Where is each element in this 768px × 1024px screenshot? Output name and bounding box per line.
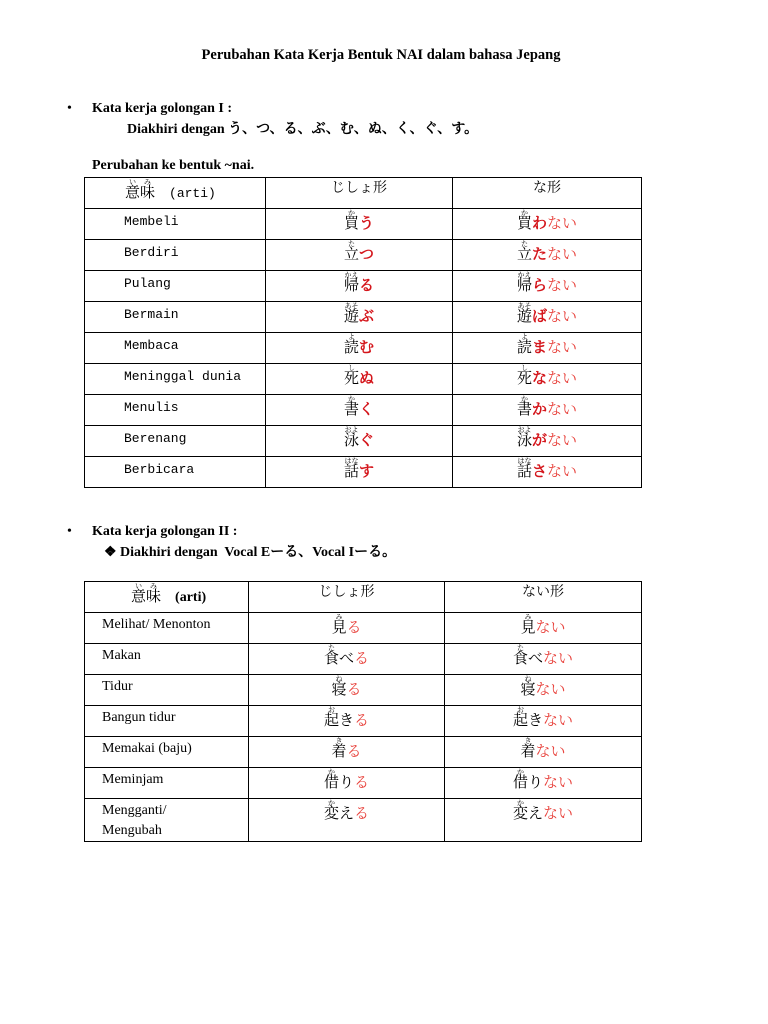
furigana: き <box>331 737 347 745</box>
furigana: かえ <box>343 271 359 279</box>
header-dictionary-form: じしょ形 <box>249 582 445 613</box>
nai-suffix: ない <box>535 620 566 636</box>
nai-form-cell <box>445 768 642 799</box>
nai-suffix: ない <box>543 775 574 791</box>
dictionary-ending: る <box>354 651 370 667</box>
dictionary-ending: つ <box>359 247 375 263</box>
verb-kanji: 書 <box>516 402 532 418</box>
table-row <box>85 209 642 240</box>
verb-kanji-with-furigana <box>343 302 359 325</box>
nai-changed-kana: ば <box>531 309 547 325</box>
verb-kanji: 変 <box>323 806 339 822</box>
dictionary-ending: る <box>346 620 362 636</box>
dictionary-form-cell <box>249 706 445 737</box>
meaning-cell: Meninggal dunia <box>85 364 266 395</box>
bullet-dot: • <box>67 524 72 539</box>
dictionary-form-cell <box>249 613 445 644</box>
header-kanji: 味 <box>140 185 156 201</box>
furigana: ね <box>331 675 347 683</box>
furigana: た <box>323 644 339 652</box>
verb-kanji: 起 <box>512 713 528 729</box>
verb-kanji-with-furigana <box>323 706 339 729</box>
verb-stem: え <box>338 806 354 822</box>
nai-form-cell <box>445 675 642 706</box>
verb-kanji: 買 <box>516 216 532 232</box>
header-meaning <box>85 582 249 613</box>
header-meaning-label: (arti) <box>175 590 207 605</box>
verb-kanji-with-furigana <box>343 426 359 449</box>
verb-kanji-with-furigana <box>331 737 347 760</box>
verb-stem: え <box>527 806 543 822</box>
furigana: き <box>520 737 536 745</box>
header-kanji-with-furigana <box>131 582 147 605</box>
furigana: み <box>520 613 536 621</box>
nai-form-cell <box>453 333 642 364</box>
table-row <box>85 675 642 706</box>
dictionary-form-cell <box>266 364 453 395</box>
verb-kanji-with-furigana <box>323 644 339 667</box>
dictionary-form-cell <box>249 675 445 706</box>
meaning-cell: Bermain <box>85 302 266 333</box>
verb-kanji-with-furigana <box>520 675 536 698</box>
nai-form-cell <box>445 706 642 737</box>
dictionary-form-cell <box>266 240 453 271</box>
header-kanji: 味 <box>146 589 162 605</box>
group2-ending-rule: ❖ Diakhiri dengan Vocal Eーる、Vocal Iーる。 <box>104 545 397 560</box>
verb-kanji: 見 <box>520 620 536 636</box>
dictionary-ending: ぶ <box>359 309 375 325</box>
meaning-cell: Makan <box>85 644 249 675</box>
furigana: か <box>343 209 359 217</box>
meaning-cell: Memakai (baju) <box>85 737 249 768</box>
furigana: ね <box>520 675 536 683</box>
meaning-cell: Mengganti/ Mengubah <box>85 799 249 842</box>
meaning-cell: Melihat/ Menonton <box>85 613 249 644</box>
dictionary-ending: る <box>354 775 370 791</box>
table-row <box>85 737 642 768</box>
header-kanji-with-furigana <box>140 178 156 201</box>
verb-kanji-with-furigana <box>343 240 359 263</box>
group2-heading: Kata kerja golongan II : <box>92 524 238 539</box>
verb-kanji-with-furigana <box>343 364 359 387</box>
verb-kanji: 書 <box>343 402 359 418</box>
nai-form-cell <box>453 271 642 302</box>
verb-kanji: 帰 <box>516 278 532 294</box>
group1-table-body <box>85 178 642 488</box>
verb-kanji: 話 <box>343 464 359 480</box>
nai-changed-kana: ま <box>531 340 547 356</box>
verb-kanji-with-furigana <box>323 799 339 822</box>
dictionary-form-cell <box>266 333 453 364</box>
verb-kanji: 変 <box>512 806 528 822</box>
verb-kanji-with-furigana <box>520 613 536 636</box>
verb-kanji-with-furigana <box>520 737 536 760</box>
group1-verb-table <box>84 177 642 488</box>
furigana: よ <box>516 333 532 341</box>
nai-form-cell <box>445 644 642 675</box>
verb-kanji: 遊 <box>516 309 532 325</box>
nai-suffix: ない <box>543 806 574 822</box>
meaning-cell: Berbicara <box>85 457 266 488</box>
dictionary-ending: す <box>359 464 375 480</box>
verb-kanji: 立 <box>343 247 359 263</box>
bullet-dot: • <box>67 101 72 116</box>
table-row <box>85 768 642 799</box>
verb-kanji: 食 <box>323 651 339 667</box>
table-row <box>85 302 642 333</box>
furigana: か <box>512 768 528 776</box>
verb-kanji: 読 <box>343 340 359 356</box>
dictionary-ending: む <box>359 340 375 356</box>
dictionary-ending: る <box>346 682 362 698</box>
furigana: み <box>146 582 162 590</box>
dictionary-form-cell <box>249 644 445 675</box>
dictionary-form-cell <box>266 457 453 488</box>
verb-kanji-with-furigana <box>516 302 532 325</box>
header-nai-form: ない形 <box>445 582 642 613</box>
table-row <box>85 426 642 457</box>
verb-kanji: 買 <box>343 216 359 232</box>
nai-suffix: ない <box>547 464 578 480</box>
furigana: はな <box>516 457 532 465</box>
verb-kanji-with-furigana <box>331 675 347 698</box>
table-row <box>85 613 642 644</box>
furigana: か <box>323 799 339 807</box>
table-row <box>85 271 642 302</box>
nai-changed-kana: が <box>531 433 547 449</box>
verb-kanji: 寝 <box>331 682 347 698</box>
verb-kanji-with-furigana <box>516 333 532 356</box>
nai-suffix: ない <box>547 340 578 356</box>
verb-stem: り <box>338 775 354 791</box>
furigana: およ <box>516 426 532 434</box>
dictionary-ending: く <box>359 402 375 418</box>
nai-form-cell <box>453 426 642 457</box>
furigana: い <box>125 178 140 186</box>
nai-suffix: ない <box>547 278 578 294</box>
nai-changed-kana: た <box>531 247 547 263</box>
verb-kanji-with-furigana <box>323 768 339 791</box>
dictionary-form-cell <box>249 737 445 768</box>
furigana: か <box>512 799 528 807</box>
nai-form-cell <box>453 302 642 333</box>
dictionary-ending: ぬ <box>359 371 375 387</box>
furigana: か <box>343 395 359 403</box>
meaning-cell: Pulang <box>85 271 266 302</box>
verb-kanji: 帰 <box>343 278 359 294</box>
verb-kanji: 話 <box>516 464 532 480</box>
dictionary-form-cell <box>249 799 445 842</box>
nai-suffix: ない <box>547 216 578 232</box>
verb-kanji: 寝 <box>520 682 536 698</box>
meaning-cell: Berenang <box>85 426 266 457</box>
header-kanji-with-furigana <box>125 178 141 201</box>
furigana: い <box>131 582 146 590</box>
nai-form-cell <box>453 240 642 271</box>
nai-suffix: ない <box>535 744 566 760</box>
furigana: よ <box>343 333 359 341</box>
table-row <box>85 333 642 364</box>
furigana: た <box>343 240 359 248</box>
nai-form-cell <box>453 364 642 395</box>
furigana: み <box>331 613 347 621</box>
furigana: あそ <box>516 302 532 310</box>
verb-kanji: 遊 <box>343 309 359 325</box>
table-row <box>85 706 642 737</box>
table-row <box>85 644 642 675</box>
verb-stem: き <box>527 713 543 729</box>
dictionary-form-cell <box>266 209 453 240</box>
nai-suffix: ない <box>547 371 578 387</box>
dictionary-ending: ぐ <box>359 433 375 449</box>
table1-caption: Perubahan ke bentuk ~nai. <box>92 158 255 173</box>
verb-kanji: 着 <box>520 744 536 760</box>
nai-changed-kana: さ <box>531 464 547 480</box>
nai-suffix: ない <box>535 682 566 698</box>
verb-kanji-with-furigana <box>331 613 347 636</box>
dictionary-form-cell <box>266 302 453 333</box>
furigana: た <box>512 644 528 652</box>
verb-kanji-with-furigana <box>343 457 359 480</box>
dictionary-ending: う <box>359 216 375 232</box>
group1-heading: Kata kerja golongan I : <box>92 101 232 116</box>
verb-kanji-with-furigana <box>516 364 532 387</box>
verb-kanji-with-furigana <box>512 644 528 667</box>
table-row <box>85 457 642 488</box>
header-kanji-with-furigana <box>146 582 162 605</box>
dictionary-ending: る <box>346 744 362 760</box>
meaning-cell: Bangun tidur <box>85 706 249 737</box>
furigana: し <box>516 364 532 372</box>
nai-changed-kana: な <box>531 371 547 387</box>
verb-stem: き <box>338 713 354 729</box>
dictionary-ending: る <box>354 713 370 729</box>
header-meaning <box>85 178 266 209</box>
verb-stem: り <box>527 775 543 791</box>
verb-kanji-with-furigana <box>516 395 532 418</box>
verb-kanji-with-furigana <box>343 333 359 356</box>
meaning-cell: Berdiri <box>85 240 266 271</box>
verb-kanji-with-furigana <box>516 426 532 449</box>
furigana: お <box>323 706 339 714</box>
verb-kanji-with-furigana <box>516 271 532 294</box>
nai-suffix: ない <box>547 247 578 263</box>
meaning-cell: Tidur <box>85 675 249 706</box>
dictionary-form-cell <box>266 271 453 302</box>
verb-kanji-with-furigana <box>343 209 359 232</box>
verb-kanji: 立 <box>516 247 532 263</box>
table-row <box>85 395 642 426</box>
table-row <box>85 240 642 271</box>
header-nai-form: な形 <box>453 178 642 209</box>
nai-suffix: ない <box>547 433 578 449</box>
header-meaning-label: (arti) <box>169 186 216 201</box>
verb-kanji: 死 <box>516 371 532 387</box>
verb-kanji: 借 <box>512 775 528 791</box>
document-title: Perubahan Kata Kerja Bentuk NAI dalam bahasa Jepang <box>201 47 561 63</box>
nai-changed-kana: わ <box>531 216 547 232</box>
dictionary-form-cell <box>249 768 445 799</box>
furigana: はな <box>343 457 359 465</box>
dictionary-form-cell <box>266 395 453 426</box>
nai-form-cell <box>453 395 642 426</box>
verb-kanji-with-furigana <box>512 706 528 729</box>
verb-kanji: 読 <box>516 340 532 356</box>
verb-kanji-with-furigana <box>343 271 359 294</box>
group1-ending-rule: Diakhiri dengan う、つ、る、ぶ、む、ぬ、く、ぐ、す。 <box>127 122 479 137</box>
furigana: た <box>516 240 532 248</box>
furigana: かえ <box>516 271 532 279</box>
dictionary-ending: る <box>359 278 375 294</box>
furigana: み <box>140 178 156 186</box>
verb-kanji-with-furigana <box>516 240 532 263</box>
nai-form-cell <box>445 799 642 842</box>
table-header-row <box>85 178 642 209</box>
furigana: か <box>323 768 339 776</box>
verb-kanji: 死 <box>343 371 359 387</box>
verb-stem: べ <box>338 651 354 667</box>
nai-suffix: ない <box>547 309 578 325</box>
meaning-cell: Menulis <box>85 395 266 426</box>
furigana: あそ <box>343 302 359 310</box>
meaning-cell: Meminjam <box>85 768 249 799</box>
verb-kanji-with-furigana <box>512 768 528 791</box>
verb-kanji-with-furigana <box>343 395 359 418</box>
furigana: か <box>516 209 532 217</box>
meaning-cell: Membaca <box>85 333 266 364</box>
verb-kanji: 見 <box>331 620 347 636</box>
header-dictionary-form: じしょ形 <box>266 178 453 209</box>
verb-kanji-with-furigana <box>516 457 532 480</box>
table-row <box>85 364 642 395</box>
nai-form-cell <box>445 613 642 644</box>
nai-suffix: ない <box>547 402 578 418</box>
furigana: し <box>343 364 359 372</box>
verb-kanji: 着 <box>331 744 347 760</box>
verb-kanji: 起 <box>323 713 339 729</box>
verb-kanji-with-furigana <box>516 209 532 232</box>
meaning-cell: Membeli <box>85 209 266 240</box>
verb-kanji-with-furigana <box>512 799 528 822</box>
furigana: およ <box>343 426 359 434</box>
table-header-row <box>85 582 642 613</box>
verb-kanji: 借 <box>323 775 339 791</box>
header-kanji: 意 <box>131 589 147 605</box>
furigana: お <box>512 706 528 714</box>
header-kanji: 意 <box>125 185 141 201</box>
group2-verb-table <box>84 581 642 842</box>
nai-suffix: ない <box>543 713 574 729</box>
verb-kanji: 食 <box>512 651 528 667</box>
verb-kanji: 泳 <box>343 433 359 449</box>
dictionary-form-cell <box>266 426 453 457</box>
dictionary-ending: る <box>354 806 370 822</box>
furigana: か <box>516 395 532 403</box>
nai-changed-kana: ら <box>531 278 547 294</box>
verb-kanji: 泳 <box>516 433 532 449</box>
nai-changed-kana: か <box>531 402 547 418</box>
nai-form-cell <box>453 209 642 240</box>
table-row <box>85 799 642 842</box>
nai-form-cell <box>453 457 642 488</box>
verb-stem: べ <box>527 651 543 667</box>
group2-table-body <box>85 582 642 842</box>
nai-suffix: ない <box>543 651 574 667</box>
nai-form-cell <box>445 737 642 768</box>
